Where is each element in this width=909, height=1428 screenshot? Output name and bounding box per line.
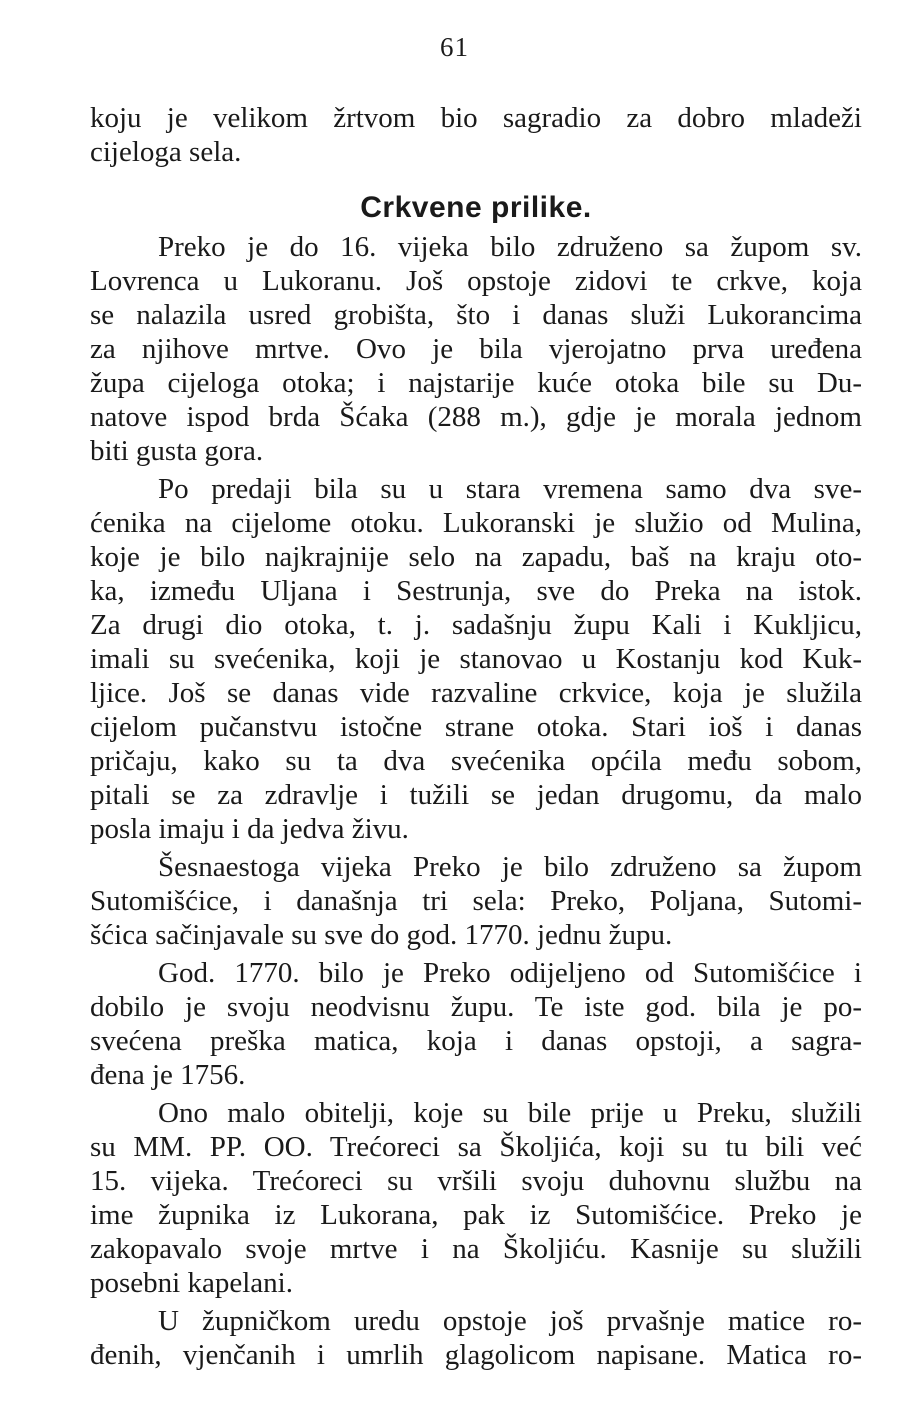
text-line: ćenika na cijelome otoku. Lukoranski je služio od Mulina, — [90, 507, 862, 539]
paragraph — [90, 1304, 862, 1372]
text-line: Za drugi dio otoka, t. j. sadašnju župu Kali i Kukljicu, — [90, 609, 862, 641]
text-line: šćica sačinjavale su sve do god. 1770. jednu župu. — [90, 919, 673, 951]
section-heading: Crkvene prilike. — [360, 191, 592, 224]
text-line: ime župnika iz Lukorana, pak iz Sutomišćice. Preko je — [90, 1199, 862, 1231]
text-line: su MM. PP. OO. Trećoreci sa Školjića, koji su tu bili već — [90, 1131, 862, 1163]
paragraph — [90, 956, 862, 1092]
text-line: God. 1770. bilo je Preko odijeljeno od Sutomišćice i — [158, 957, 862, 989]
text-line: cijeloga sela. — [90, 136, 242, 168]
text-line: cijelom pučanstvu istočne strane otoka. Stari ioš i danas — [90, 711, 862, 743]
text-line: Lovrenca u Lukoranu. Još opstoje zidovi te crkve, koja — [90, 265, 862, 297]
text-line: U župničkom uredu opstoje još prvašnje matice ro- — [158, 1305, 862, 1337]
page-number: 61 — [440, 32, 469, 62]
text-line: posebni kapelani. — [90, 1267, 293, 1299]
paragraph-continuation — [90, 101, 862, 169]
text-line: pitali se za zdravlje i tužili se jedan drugomu, da malo — [90, 779, 862, 811]
text-line: Preko je do 16. vijeka bilo združeno sa župom sv. — [158, 231, 862, 263]
text-line: koju je velikom žrtvom bio sagradio za dobro mladeži — [90, 102, 862, 134]
text-line: đenih, vjenčanih i umrlih glagolicom napisane. Matica ro- — [90, 1339, 862, 1371]
text-line: ka, između Uljana i Sestrunja, sve do Preka na istok. — [90, 575, 862, 607]
text-line: Šesnaestoga vijeka Preko je bilo združeno sa župom — [158, 851, 862, 883]
text-line: imali su svećenika, koji je stanovao u Kostanju kod Kuk- — [90, 643, 862, 675]
text-line: pričaju, kako su ta dva svećenika općila među sobom, — [90, 745, 862, 777]
paragraph — [90, 472, 862, 846]
text-line: Ono malo obitelji, koje su bile prije u Preku, služili — [158, 1097, 862, 1129]
paragraph — [90, 230, 862, 468]
text-line: župa cijeloga otoka; i najstarije kuće otoka bile su Du- — [90, 367, 862, 399]
text-line: biti gusta gora. — [90, 435, 264, 467]
text-line: svećena preška matica, koja i danas opstoji, a sagra- — [90, 1025, 862, 1057]
text-line: natove ispod brda Šćaka (288 m.), gdje je morala jednom — [90, 401, 862, 433]
body-text — [90, 101, 862, 1372]
text-line: za njihove mrtve. Ovo je bila vjerojatno prva uređena — [90, 333, 862, 365]
paragraph — [90, 850, 862, 952]
text-line: ljice. Još se danas vide razvaline crkvice, koja je služila — [90, 677, 862, 709]
paragraph — [90, 1096, 862, 1300]
text-line: đena je 1756. — [90, 1059, 246, 1091]
text-line: se nalazila usred grobišta, što i danas služi Lukorancima — [90, 299, 862, 331]
text-line: Sutomišćice, i današnja tri sela: Preko, Poljana, Sutomi- — [90, 885, 862, 917]
text-line: dobilo je svoju neodvisnu župu. Te iste god. bila je po- — [90, 991, 862, 1023]
text-line: zakopavalo svoje mrtve i na Školjiću. Kasnije su služili — [90, 1233, 862, 1265]
text-line: posla imaju i da jedva živu. — [90, 813, 409, 845]
text-line: 15. vijeka. Trećoreci su vršili svoju duhovnu službu na — [90, 1165, 862, 1197]
text-line: Po predaji bila su u stara vremena samo dva sve- — [158, 473, 862, 505]
text-line: koje je bilo najkrajnije selo na zapadu, baš na kraju oto- — [90, 541, 862, 573]
